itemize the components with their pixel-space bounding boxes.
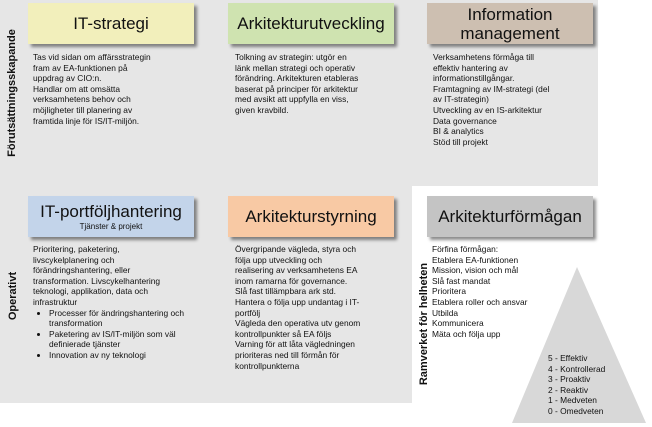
arkitekturstyrning-line: prioriteras ned till förmån för <box>235 349 340 360</box>
it-portfolj-line: Prioritering, paketering, <box>33 244 120 254</box>
maturity-level: 2 - Reaktiv <box>548 384 589 395</box>
it-strategi-line: Tas vid sidan om affärsstrategin <box>33 52 151 62</box>
maturity-level: 4 - Kontrollerad <box>548 363 606 374</box>
it-portfolj-bullet: • Innovation av ny teknologi <box>49 350 208 361</box>
arkitekturformagan-line: Kommunicera <box>432 318 484 329</box>
arkitekturstyrning-line: realisering av verksamhetens EA <box>235 265 358 276</box>
arkitekturutveckling-text <box>235 52 413 116</box>
it-portfolj-title: IT-portföljhantering <box>40 202 182 221</box>
it-strategi-line: Handlar om att omsätta <box>33 83 121 94</box>
it-strategi-header <box>28 3 194 44</box>
it-strategi-line: uppdrag av CIO:n. <box>33 73 102 84</box>
arkitekturstyrning-line: Vägleda den operativa utv genom <box>235 318 361 329</box>
section-label-forutsattningsskapande: Förutsättningsskapande <box>6 29 18 157</box>
maturity-level: 0 - Omedveten <box>548 405 604 416</box>
it-portfolj-text <box>33 244 208 361</box>
arkitekturstyrning-line: Hantera o följa upp undantag i IT- <box>235 296 360 307</box>
information-management-text <box>433 52 596 147</box>
information-management-title-line2: management <box>460 23 560 43</box>
arkitekturformagan-line: Etablera roller och ansvar <box>432 296 528 307</box>
it-strategi-line: möjligheter till planering av <box>33 104 133 115</box>
arkitekturstyrning-text <box>235 244 410 371</box>
arkitekturutveckling-line: Tolkning av strategin: utgör en <box>235 52 347 62</box>
arkitekturutveckling-line: baserat på principer för arkitektur <box>235 83 358 94</box>
arkitekturformagan-line: Utbilda <box>432 307 459 318</box>
it-portfolj-line: transformation. Livscykelhantering <box>33 275 161 286</box>
arkitekturutveckling-line: förändring. Arkitekturen etableras <box>235 73 359 84</box>
maturity-level: 1 - Medveten <box>548 395 597 406</box>
information-management-line: BI & analytics <box>433 126 484 137</box>
arkitekturstyrning-line: kontrollpunkterna <box>235 360 300 371</box>
information-management-line: informationstillgångar. <box>433 73 515 84</box>
maturity-level: 5 - Effektiv <box>548 353 588 363</box>
it-strategi-line: framtida linje för IS/IT-miljön. <box>33 115 140 126</box>
arkitekturutveckling-line: med avsikt att uppfylla en viss, <box>235 94 349 105</box>
arkitekturutveckling-header <box>228 3 394 44</box>
arkitekturformagan-header <box>427 196 593 237</box>
arkitekturstyrning-line: Varning för att låta vägledningen <box>235 339 355 350</box>
information-management-line: Utveckling av en IS-arkitektur <box>433 104 542 115</box>
it-portfolj-bullet: • Paketering av IS/IT-miljön som väl definierade tjänster <box>49 329 208 350</box>
section-label-operativt: Operativt <box>7 271 19 321</box>
it-portfolj-line: teknologi, applikation, data och <box>33 286 149 297</box>
information-management-title-line1: Information <box>467 4 553 24</box>
arkitekturformagan-line: Slå fast mandat <box>432 275 491 286</box>
it-strategi-title: IT-strategi <box>73 14 149 33</box>
it-portfolj-line: infrastruktur <box>33 296 78 307</box>
it-portfolj-line: förändringshantering, eller <box>33 265 131 276</box>
maturity-level: 3 - Proaktiv <box>548 374 591 385</box>
arkitekturstyrning-line: Övergripande vägleda, styra och <box>235 244 357 254</box>
it-portfolj-header <box>28 196 194 237</box>
it-strategi-line: verksamhetens behov och <box>33 94 131 105</box>
arkitekturstyrning-line: Slå fast tillämpbara ark std. <box>235 286 337 297</box>
it-portfolj-line: livscykelplanering och <box>33 254 115 265</box>
arkitekturstyrning-line: kontrollpunkter så EA följs <box>235 328 332 339</box>
it-strategi-line: fram av EA-funktionen på <box>33 62 128 73</box>
arkitekturstyrning-line: följa upp utveckling och <box>235 254 323 265</box>
arkitekturutveckling-title: Arkitekturutveckling <box>237 14 385 33</box>
information-management-line: Framtagning av IM-strategi (del <box>433 83 550 94</box>
information-management-line: effektiv hantering av <box>433 62 508 73</box>
arkitekturformagan-line: Prioritera <box>432 286 466 297</box>
arkitekturstyrning-title: Arkitekturstyrning <box>245 207 377 226</box>
it-strategi-text <box>33 52 203 126</box>
information-management-header <box>427 3 593 44</box>
information-management-line: Stöd till projekt <box>433 136 488 147</box>
arkitekturutveckling-line: länk mellan strategi och operativ <box>235 62 356 73</box>
arkitekturformagan-line: Förfina förmågan: <box>432 244 499 254</box>
arkitekturstyrning-line: portfölj <box>235 307 261 318</box>
information-management-line: Verksamhetens förmåga till <box>433 52 535 62</box>
arkitekturformagan-text <box>432 244 597 339</box>
it-portfolj-subtitle: Tjänster & projekt <box>79 222 143 231</box>
arkitekturformagan-title: Arkitekturförmågan <box>438 207 582 226</box>
arkitekturformagan-line: Etablera EA-funktionen <box>432 254 519 265</box>
arkitekturstyrning-header <box>228 196 394 237</box>
arkitekturformagan-line: Mäta och följa upp <box>432 328 501 339</box>
section-label-ramverket: Ramverket för helheten <box>418 262 430 386</box>
arkitekturstyrning-line: inom ramarna för governance. <box>235 275 348 286</box>
maturity-levels <box>548 353 605 417</box>
it-portfolj-bullet-list <box>33 308 208 361</box>
information-management-line: Data governance <box>433 115 497 126</box>
arkitekturformagan-line: Mission, vision och mål <box>432 265 519 276</box>
it-portfolj-bullet: • Processer för ändringshantering och transformation <box>49 308 208 329</box>
arkitekturutveckling-line: given kravbild. <box>235 104 289 115</box>
information-management-line: av IT-strategin) <box>433 94 489 105</box>
